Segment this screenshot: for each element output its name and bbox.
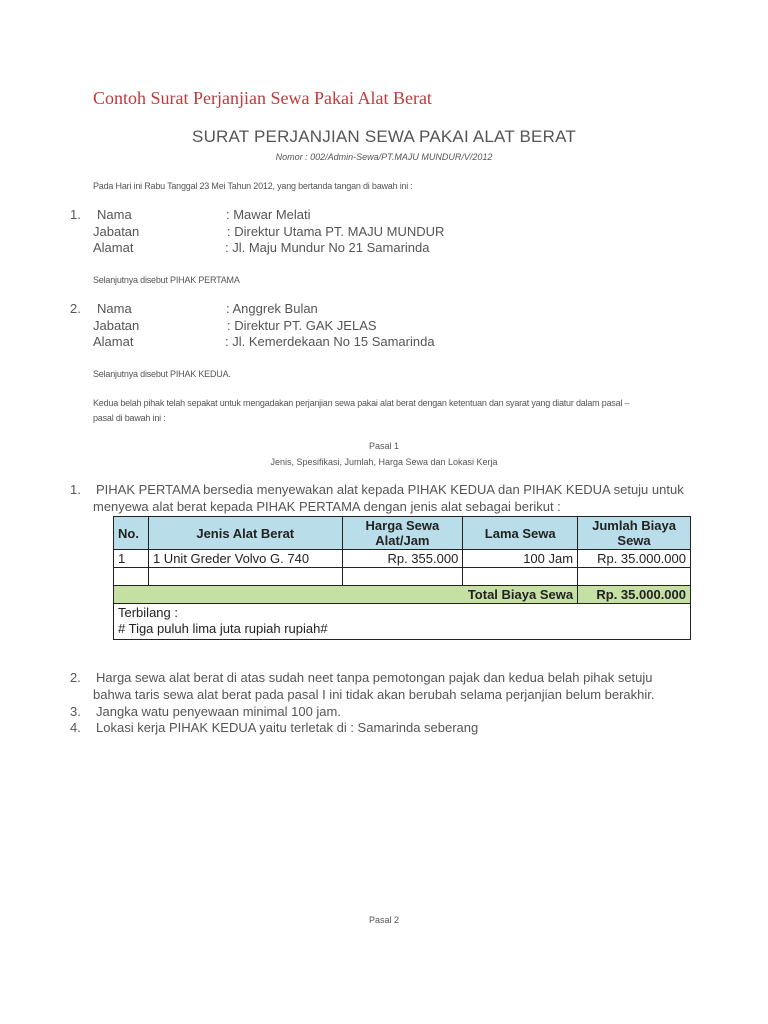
empty-cell [578,568,691,586]
party-one-position-value: : Direktur Utama PT. MAJU MUNDUR [227,223,445,239]
header-equipment-type: Jenis Alat Berat [148,517,342,550]
total-label: Total Biaya Sewa [114,586,578,604]
cell-equipment-type: 1 Unit Greder Volvo G. 740 [148,550,342,568]
party-one-position-label: Jabatan [93,223,140,239]
terbilang-cell [114,604,691,640]
item-3-text: Jangka watu penyewaan minimal 100 jam. [96,704,341,719]
item-2-number: 2. [70,670,81,685]
terbilang-label: Terbilang : [118,605,178,620]
cell-hourly-rate: Rp. 355.000 [342,550,463,568]
table-row [114,550,691,568]
agreement-text-line-1: Kedua belah pihak telah sepakat untuk mengadakan perjanjian sewa pakai alat berat dengan ketentuan dan syarat yang diatur dalam pasal – [93,398,630,408]
party-two-position-label: Jabatan [93,317,140,333]
intro-text: Pada Hari ini Rabu Tanggal 23 Mei Tahun 2012, yang bertanda tangan di bawah ini : [93,181,413,191]
party-one-address-value: : Jl. Maju Mundur No 21 Samarinda [225,240,430,255]
header-total-cost: Jumlah Biaya Sewa [578,517,691,550]
item-1-line-2: menyewa alat berat kepada PIHAK PERTAMA dengan jenis alat sebagai berikut : [93,499,561,514]
party-two-number: 2. [70,301,81,316]
party-one-name-label: Nama [97,207,132,222]
item-4-text: Lokasi kerja PIHAK KEDUA yaitu terletak di : Samarinda seberang [96,720,479,735]
total-value: Rp. 35.000.000 [578,586,691,604]
party-one-number: 1. [70,207,81,222]
empty-cell [463,568,578,586]
party-two-name-label: Nama [97,301,132,316]
table-header-row [114,517,691,550]
party-two-address-label: Alamat [93,334,134,349]
table-terbilang-row [114,604,691,640]
rental-cost-table [113,516,691,640]
item-3-number: 3. [70,704,81,719]
party-one-note: Selanjutnya disebut PIHAK PERTAMA [93,275,240,285]
cell-rental-duration: 100 Jam [463,550,578,568]
document-number: Nomor : 002/Admin-Sewa/PT.MAJU MUNDUR/V/2012 [275,152,493,162]
cell-no: 1 [114,550,149,568]
party-two-name-value: : Anggrek Bulan [226,301,318,316]
empty-cell [148,568,342,586]
empty-cell [342,568,463,586]
table-empty-row [114,568,691,586]
party-two-note: Selanjutnya disebut PIHAK KEDUA. [93,369,231,379]
party-two-address-value: : Jl. Kemerdekaan No 15 Samarinda [225,334,435,349]
pasal-1-title: Pasal 1 [368,441,400,451]
page-heading: Contoh Surat Perjanjian Sewa Pakai Alat Berat [93,88,432,108]
item-2-line-2: bahwa taris sewa alat berat pada pasal I ini tidak akan berubah selama perjanjian belum berakhir. [93,687,655,702]
pasal-1-subtitle: Jenis, Spesifikasi, Jumlah, Harga Sewa dan Lokasi Kerja [270,457,498,467]
header-hourly-rate: Harga Sewa Alat/Jam [342,517,463,550]
cell-total-cost: Rp. 35.000.000 [578,550,691,568]
terbilang-value: # Tiga puluh lima juta rupiah rupiah# [118,621,328,636]
pasal-2-title: Pasal 2 [368,915,400,925]
party-one-name-value: : Mawar Melati [226,207,311,222]
empty-cell [114,568,149,586]
table-total-row [114,586,691,604]
item-4-number: 4. [70,720,81,735]
header-no: No. [114,517,149,550]
party-one-address-label: Alamat [93,240,134,255]
party-two-position-value: : Direktur PT. GAK JELAS [227,317,377,333]
item-2-line-1: Harga sewa alat berat di atas sudah neet tanpa pemotongan pajak dan kedua belah pihak setuju [96,670,653,685]
document-title: SURAT PERJANJIAN SEWA PAKAI ALAT BERAT [192,127,576,146]
header-rental-duration: Lama Sewa [463,517,578,550]
item-1-line-1: PIHAK PERTAMA bersedia menyewakan alat kepada PIHAK KEDUA dan PIHAK KEDUA setuju untuk [96,482,684,497]
agreement-text-line-2: pasal di bawah ini : [93,413,166,423]
item-1-number: 1. [70,482,81,497]
